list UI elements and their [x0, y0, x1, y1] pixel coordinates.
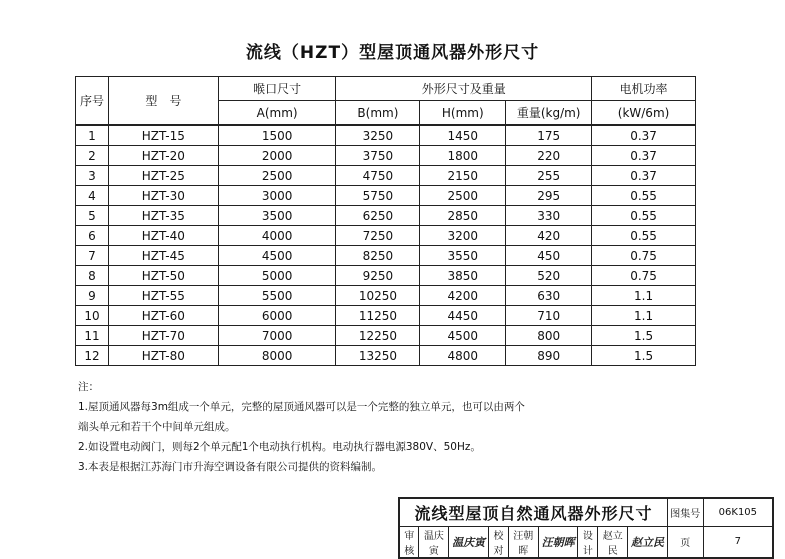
cell-model: HZT-55 [108, 286, 218, 306]
cell-weight: 220 [506, 146, 592, 166]
notes [78, 377, 525, 477]
cell-b: 6250 [336, 206, 420, 226]
cell-seq: 6 [76, 226, 109, 246]
cell-seq: 12 [76, 346, 109, 366]
cell-kw: 1.5 [592, 326, 696, 346]
subheader-kw: (kW/6m) [592, 101, 696, 126]
table-row [76, 146, 696, 166]
reviewer-signature: 温庆寅 [449, 526, 489, 558]
cell-model: HZT-45 [108, 246, 218, 266]
cell-seq: 9 [76, 286, 109, 306]
cell-b: 5750 [336, 186, 420, 206]
cell-seq: 7 [76, 246, 109, 266]
subheader-a: A(mm) [218, 101, 336, 126]
page-number: 7 [703, 526, 773, 558]
designer-signature: 赵立民 [628, 526, 668, 558]
cell-h: 4450 [420, 306, 506, 326]
cell-b: 12250 [336, 326, 420, 346]
cell-kw: 1.5 [592, 346, 696, 366]
cell-kw: 0.37 [592, 125, 696, 146]
cell-h: 1450 [420, 125, 506, 146]
cell-weight: 330 [506, 206, 592, 226]
cell-a: 8000 [218, 346, 336, 366]
header-model: 型 号 [108, 77, 218, 126]
cell-weight: 295 [506, 186, 592, 206]
cell-a: 3000 [218, 186, 336, 206]
atlas-label: 图集号 [667, 498, 703, 526]
cell-kw: 0.55 [592, 186, 696, 206]
table-row [76, 286, 696, 306]
cell-model: HZT-70 [108, 326, 218, 346]
cell-b: 10250 [336, 286, 420, 306]
cell-weight: 420 [506, 226, 592, 246]
table-row [76, 125, 696, 146]
cell-h: 3550 [420, 246, 506, 266]
table-row [76, 246, 696, 266]
cell-weight: 710 [506, 306, 592, 326]
cell-a: 4000 [218, 226, 336, 246]
review-label: 审核 [399, 526, 419, 558]
cell-weight: 800 [506, 326, 592, 346]
checker-name: 汪朝晖 [508, 526, 538, 558]
cell-h: 4800 [420, 346, 506, 366]
header-seq: 序号 [76, 77, 109, 126]
cell-model: HZT-15 [108, 125, 218, 146]
table-row [76, 326, 696, 346]
cell-model: HZT-35 [108, 206, 218, 226]
table-row [76, 306, 696, 326]
header-dims-weight: 外形尺寸及重量 [336, 77, 592, 101]
cell-kw: 0.55 [592, 206, 696, 226]
cell-a: 7000 [218, 326, 336, 346]
cell-weight: 175 [506, 125, 592, 146]
cell-model: HZT-25 [108, 166, 218, 186]
cell-h: 2850 [420, 206, 506, 226]
cell-b: 9250 [336, 266, 420, 286]
designer-name: 赵立民 [598, 526, 628, 558]
cell-a: 5500 [218, 286, 336, 306]
page-title: 流线（HZT）型屋顶通风器外形尺寸 [245, 43, 540, 63]
cell-weight: 630 [506, 286, 592, 306]
cell-weight: 255 [506, 166, 592, 186]
cell-weight: 890 [506, 346, 592, 366]
drawing-title: 流线型屋顶自然通风器外形尺寸 [399, 498, 667, 526]
cell-model: HZT-50 [108, 266, 218, 286]
cell-a: 4500 [218, 246, 336, 266]
atlas-number: 06K105 [703, 498, 773, 526]
cell-model: HZT-80 [108, 346, 218, 366]
table-row [76, 166, 696, 186]
subheader-b: B(mm) [336, 101, 420, 126]
cell-h: 3850 [420, 266, 506, 286]
header-throat-size: 喉口尺寸 [218, 77, 336, 101]
cell-weight: 450 [506, 246, 592, 266]
cell-seq: 10 [76, 306, 109, 326]
cell-h: 3200 [420, 226, 506, 246]
cell-a: 5000 [218, 266, 336, 286]
cell-b: 3250 [336, 125, 420, 146]
cell-kw: 0.75 [592, 246, 696, 266]
cell-model: HZT-30 [108, 186, 218, 206]
cell-a: 3500 [218, 206, 336, 226]
cell-h: 4500 [420, 326, 506, 346]
check-label: 校对 [488, 526, 508, 558]
cell-h: 2150 [420, 166, 506, 186]
cell-seq: 2 [76, 146, 109, 166]
title-block [398, 497, 774, 559]
subheader-weight: 重量(kg/m) [506, 101, 592, 126]
cell-model: HZT-60 [108, 306, 218, 326]
cell-model: HZT-40 [108, 226, 218, 246]
page-label: 页 [667, 526, 703, 558]
cell-b: 13250 [336, 346, 420, 366]
note-1: 1.屋顶通风器每3m组成一个单元，完整的屋顶通风器可以是一个完整的独立单元，也可以由两个 [78, 401, 525, 413]
table-row [76, 206, 696, 226]
table-row [76, 186, 696, 206]
cell-h: 4200 [420, 286, 506, 306]
cell-b: 4750 [336, 166, 420, 186]
cell-weight: 520 [506, 266, 592, 286]
cell-seq: 8 [76, 266, 109, 286]
notes-heading: 注： [78, 381, 99, 393]
cell-kw: 0.55 [592, 226, 696, 246]
cell-a: 6000 [218, 306, 336, 326]
cell-a: 2000 [218, 146, 336, 166]
cell-b: 7250 [336, 226, 420, 246]
cell-b: 3750 [336, 146, 420, 166]
cell-kw: 0.37 [592, 166, 696, 186]
dimensions-table [75, 76, 696, 366]
cell-seq: 3 [76, 166, 109, 186]
note-3: 3.本表是根据江苏海门市升海空调设备有限公司提供的资料编制。 [78, 461, 383, 473]
note-2: 2.如设置电动阀门，则每2个单元配1个电动执行机构。电动执行器电源380V、50Hz。 [78, 441, 481, 453]
cell-model: HZT-20 [108, 146, 218, 166]
cell-h: 1800 [420, 146, 506, 166]
header-motor-power: 电机功率 [592, 77, 696, 101]
cell-seq: 1 [76, 125, 109, 146]
design-label: 设计 [578, 526, 598, 558]
cell-a: 2500 [218, 166, 336, 186]
cell-seq: 4 [76, 186, 109, 206]
checker-signature: 汪朝晖 [538, 526, 578, 558]
cell-seq: 5 [76, 206, 109, 226]
reviewer-name: 温庆寅 [419, 526, 449, 558]
cell-a: 1500 [218, 125, 336, 146]
table-row [76, 266, 696, 286]
cell-seq: 11 [76, 326, 109, 346]
table-row [76, 226, 696, 246]
cell-kw: 0.37 [592, 146, 696, 166]
cell-kw: 1.1 [592, 306, 696, 326]
cell-kw: 1.1 [592, 286, 696, 306]
table-row [76, 346, 696, 366]
note-1-cont: 端头单元和若干个中间单元组成。 [78, 421, 236, 433]
cell-b: 8250 [336, 246, 420, 266]
subheader-h: H(mm) [420, 101, 506, 126]
cell-b: 11250 [336, 306, 420, 326]
cell-h: 2500 [420, 186, 506, 206]
cell-kw: 0.75 [592, 266, 696, 286]
